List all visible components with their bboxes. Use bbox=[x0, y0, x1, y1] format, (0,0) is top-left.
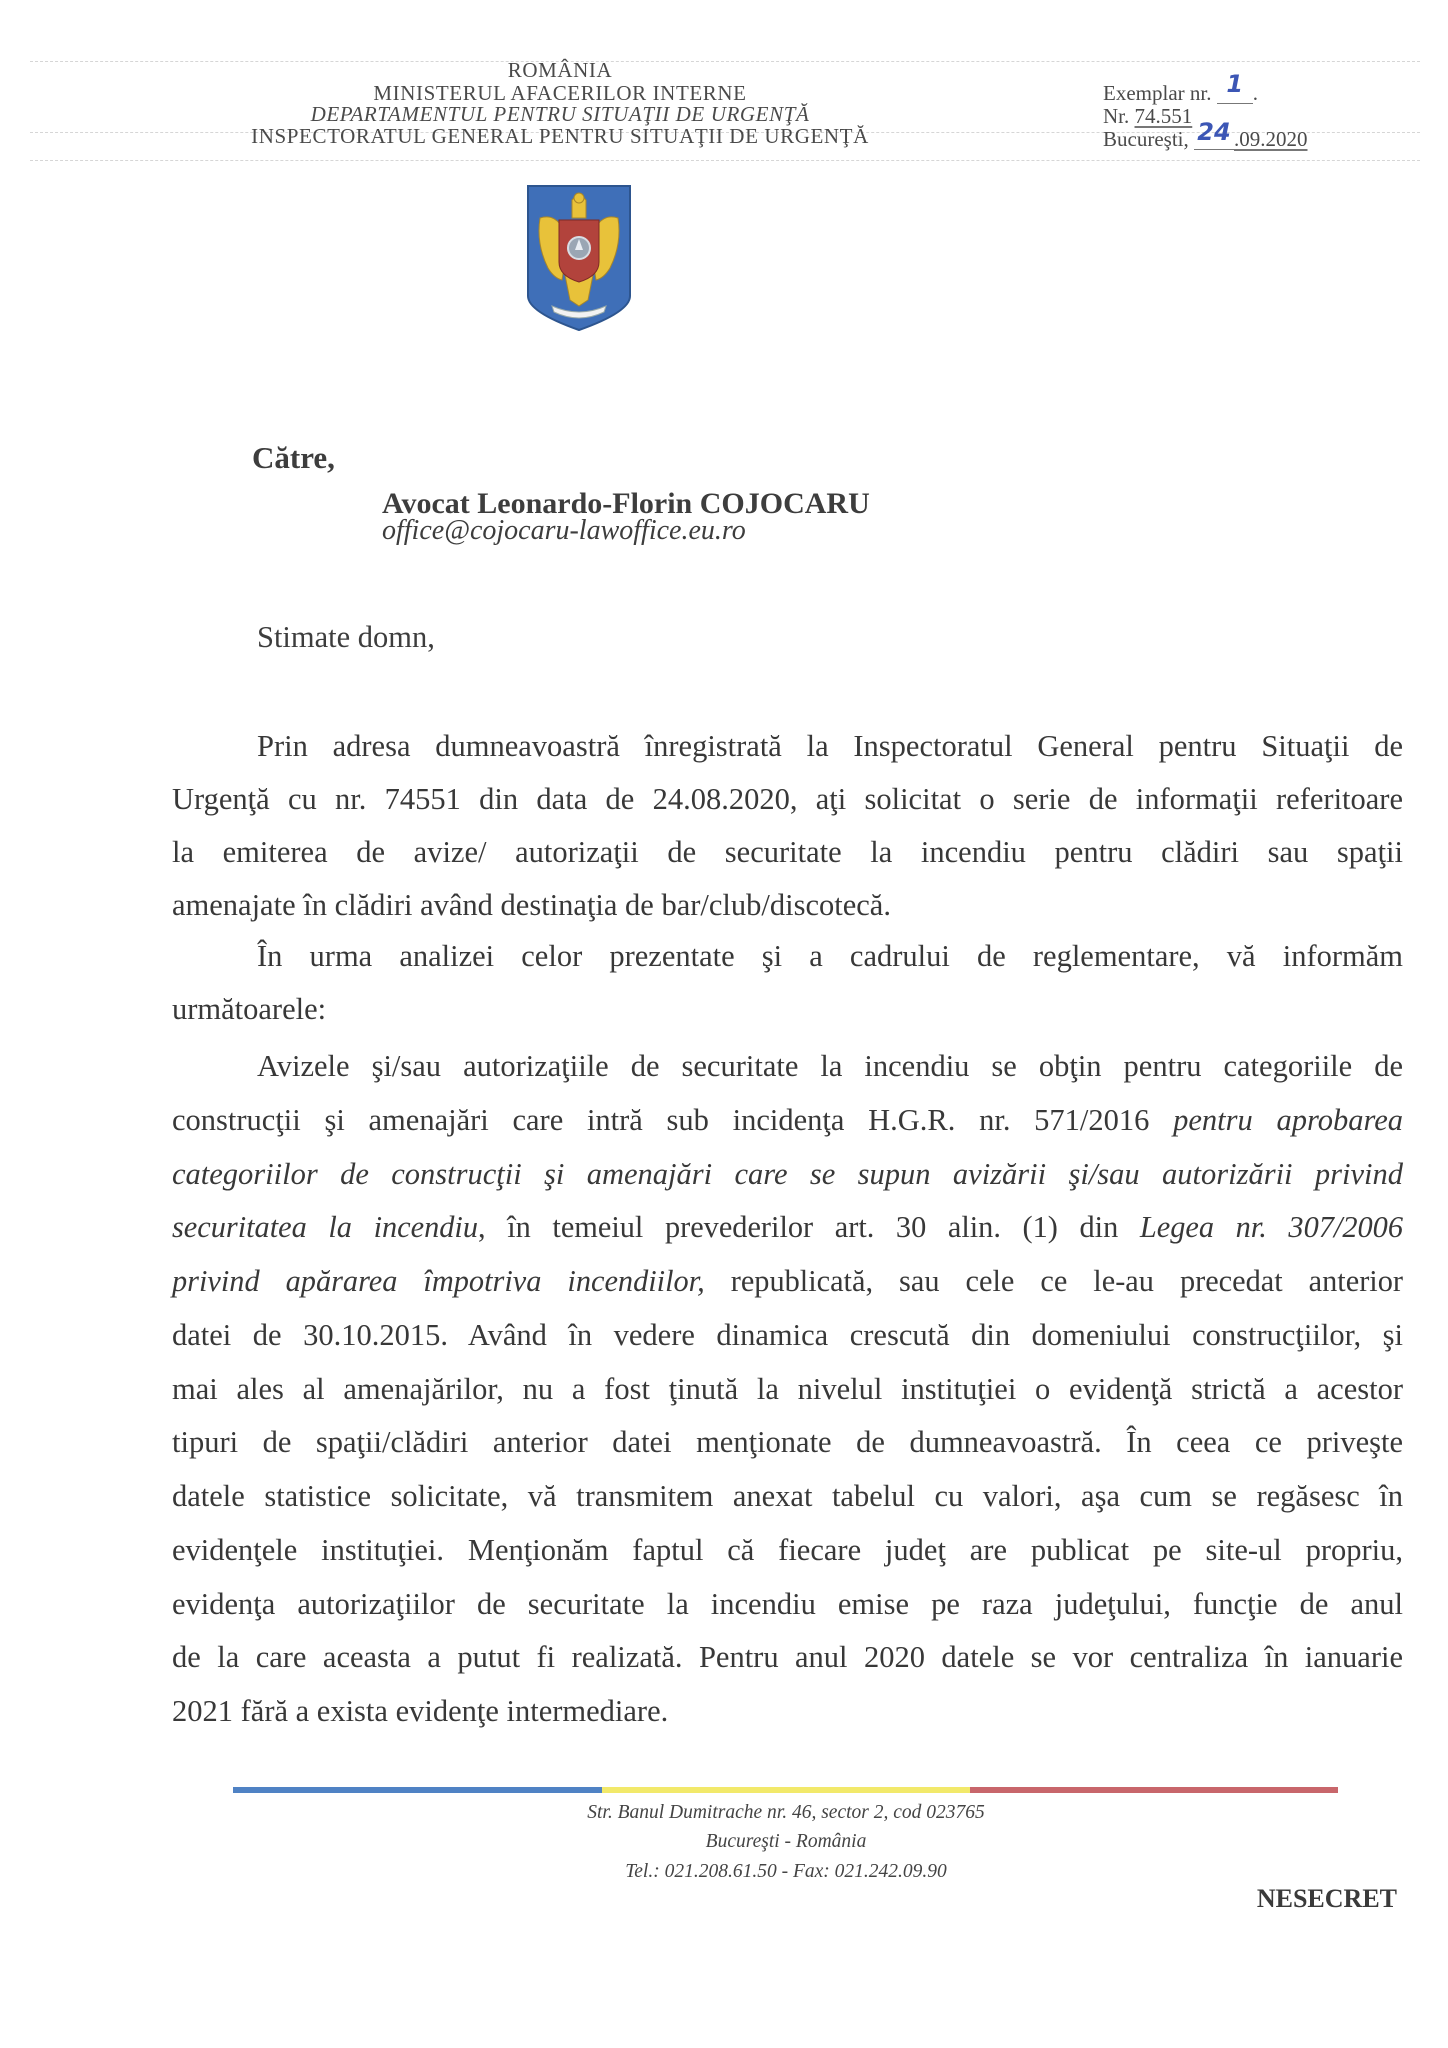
header-rule-bottom bbox=[30, 160, 1420, 161]
text-segment: 2021 fără a exista evidenţe intermediare. bbox=[172, 1694, 669, 1728]
paragraph-analysis bbox=[172, 930, 1403, 1036]
text-segment: mai ales al amenajărilor, nu a fost ţinută la nivelul instituţiei o evidenţă strictă a acestor bbox=[172, 1371, 1403, 1406]
text-segment: Avizele şi/sau autorizaţiile de securitate la incendiu se obţin pentru categoriile de bbox=[257, 1049, 1403, 1083]
text-line bbox=[172, 826, 1403, 879]
copy-suffix: . bbox=[1252, 81, 1258, 105]
text-line-content bbox=[257, 1049, 1403, 1083]
text-segment: datei de 30.10.2015. Având în vedere dinamica crescută din domeniului construcţiilor, şi bbox=[172, 1317, 1403, 1352]
addressee-name: Avocat Leonardo-Florin COJOCARU bbox=[382, 487, 870, 520]
salutation: Stimate domn, bbox=[257, 620, 435, 654]
classification-label: NESECRET bbox=[1256, 1884, 1397, 1913]
text-line bbox=[172, 1148, 1403, 1202]
text-line-content bbox=[172, 1479, 1403, 1513]
text-line bbox=[172, 879, 1403, 932]
copy-label: Exemplar nr. bbox=[1103, 81, 1212, 105]
day-handwritten: 24 bbox=[1197, 118, 1231, 146]
text-line bbox=[172, 1578, 1403, 1632]
day-field bbox=[1194, 118, 1234, 150]
text-line-content bbox=[172, 888, 891, 922]
text-segment: datele statistice solicitate, vă transmitem anexat tabelul cu valori, aşa cum se regăsesc în bbox=[172, 1479, 1403, 1513]
tricolor-yellow-stripe bbox=[602, 1787, 970, 1793]
text-line-content bbox=[257, 729, 1403, 763]
text-segment: Prin adresa dumneavoastră înregistrată la Inspectoratul General pentru Situaţii de bbox=[257, 729, 1403, 763]
text-segment: Urgenţă cu nr. 74551 din data de 24.08.2020, aţi solicitat o serie de informaţii referitoare bbox=[172, 782, 1403, 816]
text-line bbox=[172, 1685, 1403, 1739]
text-line bbox=[172, 1255, 1403, 1309]
footer-contact-phone-fax: Tel.: 021.208.61.50 - Fax: 021.242.09.90 bbox=[625, 1861, 947, 1882]
text-segment: În urma analizei celor prezentate şi a cadrului de reglementare, vă informăm bbox=[257, 939, 1403, 973]
text-line bbox=[172, 1201, 1403, 1255]
text-line-content bbox=[172, 1157, 1403, 1191]
text-line bbox=[172, 1416, 1403, 1470]
footer-address-city: Bucureşti - România bbox=[705, 1831, 867, 1852]
text-segment: evidenţele instituţiei. Menţionăm faptul că fiecare judeţ are publicat pe site-ul propriu, bbox=[172, 1532, 1403, 1567]
text-line-content bbox=[172, 1264, 1403, 1298]
registration-number-label: Nr. bbox=[1103, 104, 1130, 128]
registration-number-value: 74.551 bbox=[1134, 104, 1193, 128]
copy-number-field bbox=[1217, 70, 1253, 104]
text-line-content bbox=[257, 939, 1403, 973]
tricolor-blue-stripe bbox=[233, 1787, 602, 1793]
text-line bbox=[172, 720, 1403, 773]
text-line-content bbox=[172, 1210, 1403, 1244]
text-line-content bbox=[172, 1103, 1403, 1137]
footer-address-street: Str. Banul Dumitrache nr. 46, sector 2, cod 023765 bbox=[587, 1802, 985, 1823]
text-segment: următoarele: bbox=[172, 992, 327, 1026]
text-segment: tipuri de spaţii/clădiri anterior datei menţionate de dumneavoastră. În ceea ce priveşte bbox=[172, 1425, 1403, 1460]
text-segment: de la care aceasta a putut fi realizată. Pentru anul 2020 datele se vor centraliza în ianuarie bbox=[172, 1640, 1403, 1675]
header-inspectorate: INSPECTORATUL GENERAL PENTRU SITUAŢII DE URGENŢĂ bbox=[251, 124, 869, 148]
text-line-content bbox=[172, 1372, 1403, 1406]
text-line bbox=[172, 1631, 1403, 1685]
text-line bbox=[172, 1363, 1403, 1417]
text-line bbox=[172, 983, 1403, 1036]
paragraph-request bbox=[172, 720, 1403, 932]
text-line-content bbox=[172, 992, 326, 1026]
text-line-content bbox=[172, 1694, 668, 1728]
text-line bbox=[172, 1040, 1403, 1094]
italic-text-segment: categoriilor de construcţii şi amenajări care se supun avizării şi/sau autorizării privind bbox=[172, 1156, 1403, 1191]
text-line bbox=[172, 1309, 1403, 1363]
text-segment: republicată, sau cele ce le-au precedat anterior bbox=[704, 1264, 1403, 1298]
month-year: .09.2020 bbox=[1233, 127, 1308, 151]
italic-text-segment: securitatea la incendiu bbox=[172, 1210, 478, 1245]
registration-number-line bbox=[1103, 105, 1192, 127]
text-segment: , în temeiul prevederilor art. 30 alin. (1) din bbox=[478, 1210, 1140, 1245]
text-line bbox=[172, 773, 1403, 826]
text-segment: la emiterea de avize/ autorizaţii de securitate la incendiu pentru clădiri sau spaţii bbox=[172, 835, 1403, 869]
text-segment: construcţii şi amenajări care intră sub incidenţa H.G.R. nr. 571/2016 bbox=[172, 1102, 1174, 1137]
text-line-content bbox=[172, 1640, 1403, 1674]
to-label: Către, bbox=[252, 440, 335, 475]
text-line-content bbox=[172, 1318, 1403, 1352]
header-department: DEPARTAMENTUL PENTRU SITUAŢII DE URGENŢĂ bbox=[310, 102, 810, 126]
header-country: ROMÂNIA bbox=[507, 58, 613, 82]
italic-text-segment: privind apărarea împotriva incendiilor, bbox=[172, 1264, 705, 1298]
italic-text-segment: pentru aprobarea bbox=[1173, 1102, 1403, 1137]
place-label: Bucureşti, bbox=[1103, 127, 1189, 151]
text-line-content bbox=[172, 1533, 1403, 1567]
tricolor-red-stripe bbox=[970, 1787, 1338, 1793]
text-line-content bbox=[172, 1425, 1403, 1459]
copy-number-handwritten: 1 bbox=[1226, 70, 1244, 98]
text-segment: amenajate în clădiri având destinaţia de bar/club/discotecă. bbox=[172, 888, 891, 922]
place-date-line bbox=[1103, 118, 1308, 151]
italic-text-segment: Legea nr. 307/2006 bbox=[1139, 1210, 1403, 1245]
text-line-content bbox=[172, 835, 1403, 869]
text-segment: evidenţa autorizaţiilor de securitate la incendiu emise pe raza judeţului, funcţie de anul bbox=[172, 1586, 1403, 1621]
copy-number-line bbox=[1103, 70, 1258, 105]
paragraph-details bbox=[172, 1040, 1403, 1739]
text-line bbox=[172, 1524, 1403, 1578]
text-line bbox=[172, 930, 1403, 983]
text-line bbox=[172, 1470, 1403, 1524]
text-line bbox=[172, 1094, 1403, 1148]
addressee-email[interactable]: office@cojocaru-lawoffice.eu.ro bbox=[382, 515, 746, 546]
header-ministry: MINISTERUL AFACERILOR INTERNE bbox=[373, 81, 747, 105]
coat-of-arms-icon bbox=[526, 184, 632, 332]
text-line-content bbox=[172, 782, 1403, 816]
text-line-content bbox=[172, 1587, 1403, 1621]
